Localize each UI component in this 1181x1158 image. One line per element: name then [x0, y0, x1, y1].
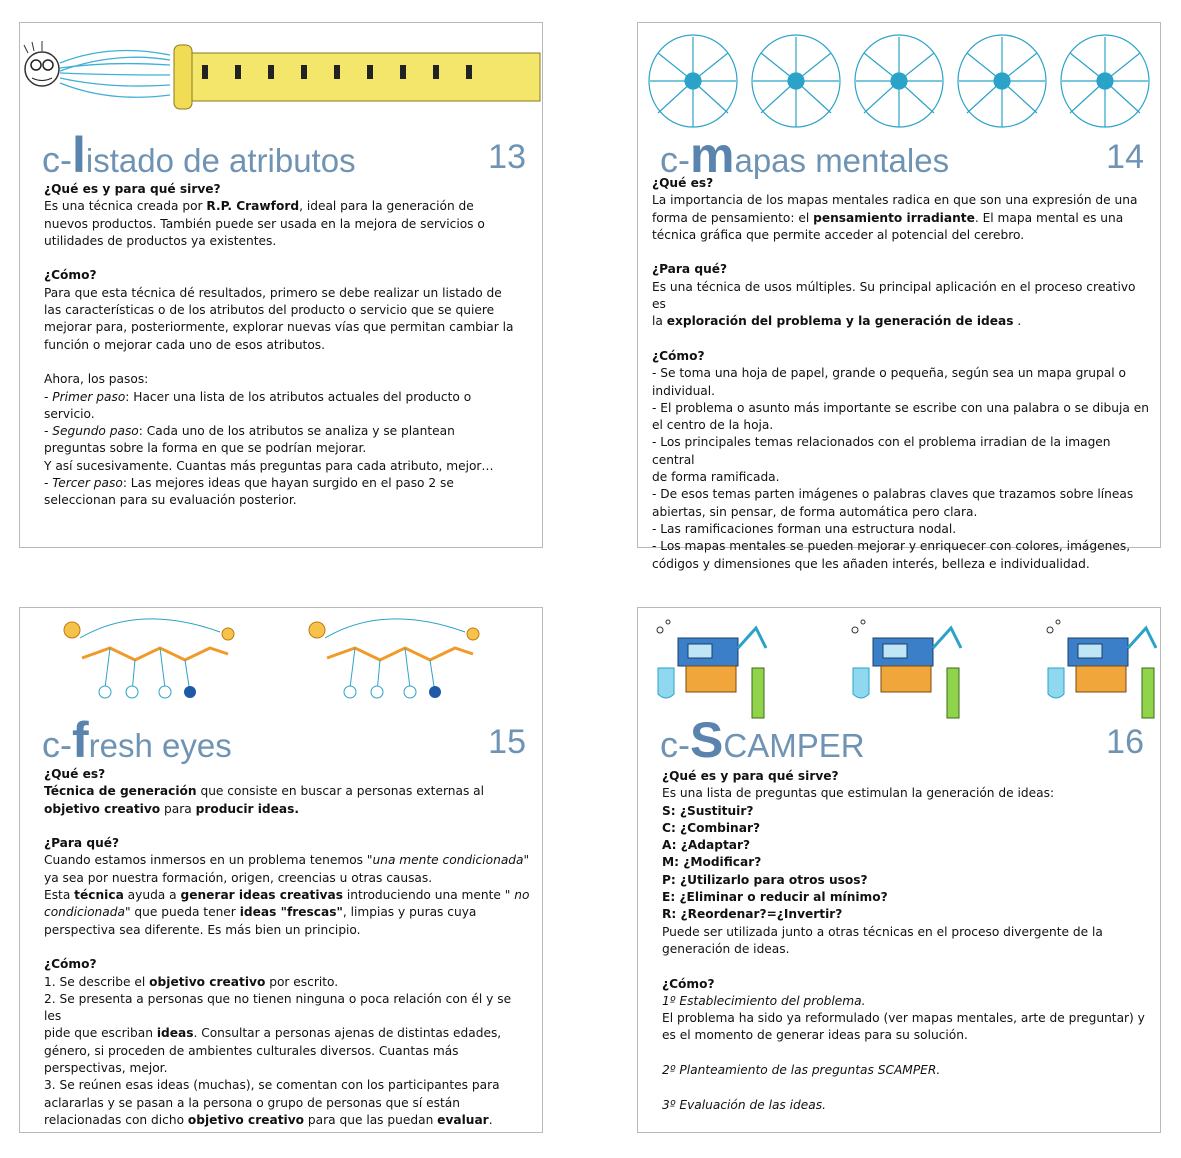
fresh-eyes-illustration	[20, 608, 544, 728]
card-title: c-mapas mentales	[660, 127, 950, 183]
card-fresh-eyes	[19, 607, 543, 1133]
card-number: 13	[488, 138, 526, 176]
scroll-banner-icon	[174, 45, 540, 109]
lightbulb-creatures-icon	[64, 619, 479, 698]
card-scamper	[637, 607, 1161, 1133]
card-mapas-mentales	[637, 22, 1161, 571]
robot-machine-icon	[657, 620, 1156, 718]
wizard-scroll-illustration	[20, 23, 544, 143]
card-listado-atributos	[19, 22, 543, 548]
card-body: ¿Qué es y para qué sirve? Es una lista de preguntas que estimulan la generación de ideas: S: ¿Sustituir? C: ¿Combinar? A: ¿Adaptar? M: ¿Modificar? P: ¿Utilizarlo para otros usos? E: ¿Eliminar o reducir al mínimo? R: ¿Reordenar?=¿Invertir? Puede ser utilizada junto a otras técnicas en el proceso divergente de la generación de ideas. ¿Cómo? 1º Establecimiento del problema. El problema ha sido ya reformulado (ver mapas mentales, arte de preguntar) y es el momento de generar ideas para su solución. 2º Planteamiento de las preguntas SCAMPER. 3º Evaluación de las ideas.	[662, 769, 1145, 1112]
card-number: 14	[1106, 138, 1144, 176]
card-number: 16	[1106, 723, 1144, 761]
card-title: c-listado de atributos	[42, 127, 356, 183]
card-body: ¿Qué es? La importancia de los mapas mentales radica en que son una expresión de una forma de pensamiento: el pensamiento irradiante. El mapa mental es una técnica gráfica que permite acceder al potencial del cerebro. ¿Para qué? Es una técnica de usos múltiples. Su principal aplicación en el proceso creativo es la exploración del problema y la generación de ideas . ¿Cómo? - Se toma una hoja de papel, grande o pequeña, según sea un mapa grupal o individual. - El problema o asunto más importante se escribe con una palabra o se dibuja en el centro de la hoja. - Los principales temas relacionados con el problema irradian de la imagen central de forma ramificada. - De esos temas parten imágenes o palabras claves que trazamos sobre líneas abiertas, sin pensar, de forma automática pero clara. - Las ramificaciones forman una estructura nodal. - Los mapas mentales se pueden mejorar y enriquecer con colores, imágenes, códigos y dimensiones que les añaden interés, belleza e individualidad.	[652, 176, 1149, 571]
card-number: 15	[488, 723, 526, 761]
mind-map-illustration	[638, 23, 1162, 143]
robot-illustration	[638, 608, 1162, 728]
wizard-doodle-icon	[24, 41, 59, 86]
card-body: ¿Qué es? Técnica de generación que consiste en buscar a personas externas al objetivo creativo para producir ideas. ¿Para qué? Cuando estamos inmersos en un problema tenemos "una mente condicionada" ya sea por nuestra formación, origen, creencias u otras causas. Esta técnica ayuda a generar ideas creativas introduciendo una mente " no condicionada" que pueda tener ideas "frescas", limpias y puras cuya perspectiva sea diferente. Es más bien un principio. ¿Cómo? 1. Se describe el objetivo creativo por escrito. 2. Se presenta a personas que no tienen ninguna o poca relación con él y se les pide que escriban ideas. Consultar a personas ajenas de distintas edades, género, si proceden de ambientes culturales diversos. Cuantas más perspectivas, mejor. 3. Se reúnen esas ideas (muchas), se comentan con los participantes para aclararlas y se pasan a la persona o grupo de personas que sí están relacionadas con dicho objetivo creativo para que las puedan evaluar.	[44, 767, 530, 1127]
card-body: ¿Qué es y para qué sirve? Es una técnica creada por R.P. Crawford, ideal para la generación de nuevos productos. También puede ser usada en la mejora de servicios o utilidades de productos ya existentes. ¿Cómo? Para que esta técnica dé resultados, primero se debe realizar un listado de las características o de los atributos del producto o servicio que se quiere mejorar para, posteriormente, explorar nuevas vías que permitan cambiar la función o mejorar cada uno de esos atributos. Ahora, los pasos: - Primer paso: Hacer una lista de los atributos actuales del producto o servicio. - Segundo paso: Cada uno de los atributos se analiza y se plantean preguntas sobre la forma en que se podrían mejorar. Y así sucesivamente. Cuantas más preguntas para cada atributo, mejor… - Tercer paso: Las mejores ideas que hayan surgido en el paso 2 se seleccionan para su evaluación posterior.	[44, 182, 514, 508]
mind-map-doodle-icon	[649, 35, 1149, 127]
card-title: c-SCAMPER	[660, 712, 865, 768]
card-title: c-fresh eyes	[42, 712, 232, 768]
